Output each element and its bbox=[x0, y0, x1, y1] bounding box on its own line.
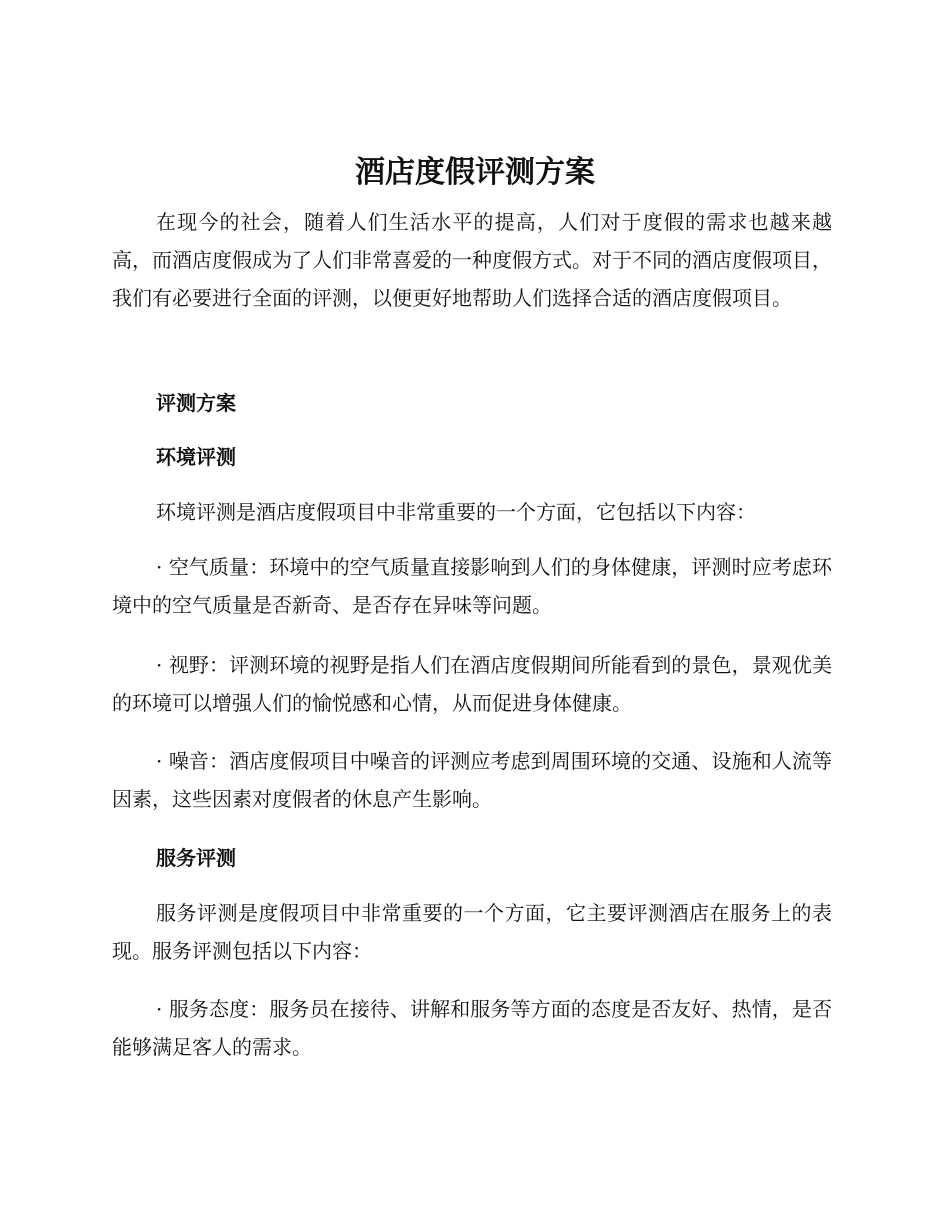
intro-paragraph: 在现今的社会，随着人们生活水平的提高，人们对于度假的需求也越来越高，而酒店度假成为了人们非常喜爱的一种度假方式。对于不同的酒店度假项目，我们有必要进行全面的评测，以便更好地帮助人们选择合适的酒店度假项目。 bbox=[112, 210, 832, 310]
section-heading: 评测方案 bbox=[156, 391, 236, 415]
environment-item-noise: · 噪音：酒店度假项目中噪音的评测应考虑到周围环境的交通、设施和人流等因素，这些因素对度假者的休息产生影响。 bbox=[112, 749, 832, 811]
environment-item-air: · 空气质量：环境中的空气质量直接影响到人们的身体健康，评测时应考虑环境中的空气质量是否新奇、是否存在异味等问题。 bbox=[112, 555, 832, 617]
document-title: 酒店度假评测方案 bbox=[355, 155, 595, 190]
environment-lead: 环境评测是酒店度假项目中非常重要的一个方面，它包括以下内容： bbox=[156, 500, 756, 524]
environment-item-view: · 视野：评测环境的视野是指人们在酒店度假期间所能看到的景色，景观优美的环境可以增强人们的愉悦感和心情，从而促进身体健康。 bbox=[112, 653, 832, 715]
service-lead: 服务评测是度假项目中非常重要的一个方面，它主要评测酒店在服务上的表现。服务评测包括以下内容： bbox=[112, 901, 832, 963]
environment-heading: 环境评测 bbox=[156, 445, 236, 469]
service-item-attitude: · 服务态度：服务员在接待、讲解和服务等方面的态度是否友好、热情，是否能够满足客人的需求。 bbox=[112, 997, 832, 1059]
service-heading: 服务评测 bbox=[156, 846, 236, 870]
